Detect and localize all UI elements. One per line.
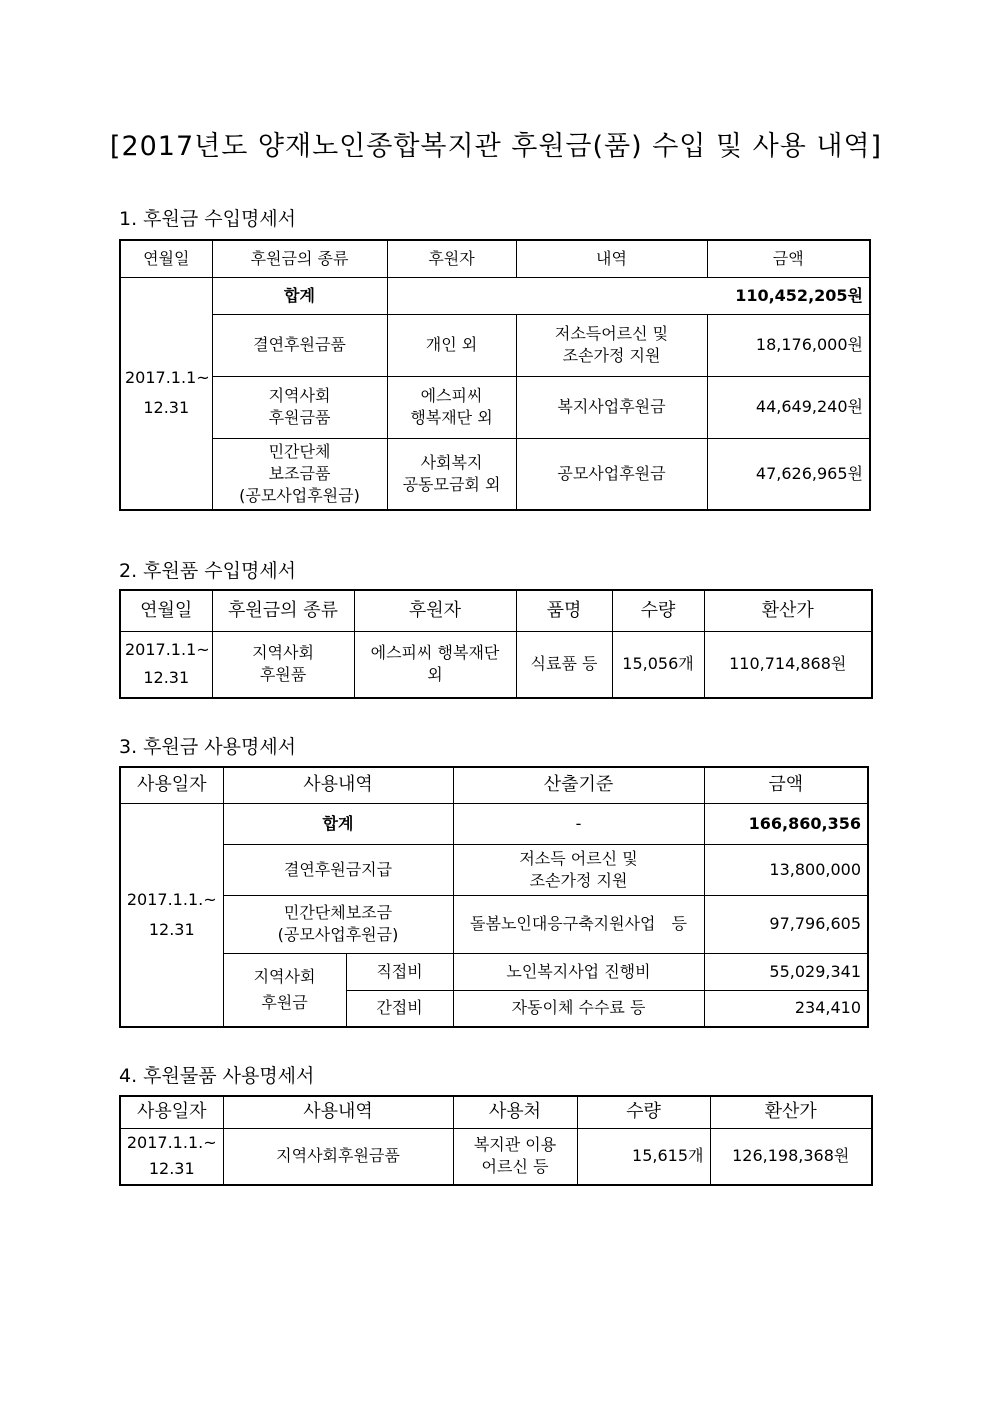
table-row-use: 민간단체보조금 (공모사업후원금) — [223, 895, 453, 953]
table-row-amount: 55,029,341 — [704, 953, 868, 990]
date-cell: 2017.1.1~ 12.31 — [120, 277, 212, 510]
date-cell: 2017.1.1.~ 12.31 — [120, 1128, 223, 1185]
goods-usage-table — [119, 1095, 873, 1186]
total-basis: - — [453, 803, 704, 844]
table-row-amount: 13,800,000 — [704, 844, 868, 895]
table-row-amount: 44,649,240원 — [707, 376, 870, 438]
total-amount: 110,452,205원 — [387, 277, 870, 314]
table-row-detail: 복지사업후원금 — [516, 376, 707, 438]
table-row-sub-category: 간접비 — [346, 990, 453, 1027]
table-row-kind: 민간단체 보조금품 (공모사업후원금) — [212, 438, 387, 510]
donation-usage-table — [119, 766, 869, 1028]
table-row-donor: 개인 외 — [387, 314, 516, 376]
header-qty: 수량 — [577, 1096, 710, 1128]
value-cell: 126,198,368원 — [710, 1128, 872, 1185]
goods-income-table — [119, 589, 873, 699]
header-amount: 금액 — [707, 240, 870, 277]
table-row-amount: 97,796,605 — [704, 895, 868, 953]
table-row-amount: 47,626,965원 — [707, 438, 870, 510]
table-row-basis: 저소득 어르신 및 조손가정 지원 — [453, 844, 704, 895]
qty-cell: 15,056개 — [612, 631, 704, 698]
table-row-amount: 234,410 — [704, 990, 868, 1027]
table-row-basis: 돌봄노인대응구축지원사업 등 — [453, 895, 704, 953]
page-title: [2017년도 양재노인종합복지관 후원금(품) 수입 및 사용 내역] — [109, 131, 883, 162]
header-value: 환산가 — [710, 1096, 872, 1128]
table-row-amount: 18,176,000원 — [707, 314, 870, 376]
total-label: 합계 — [223, 803, 453, 844]
table-row-use: 결연후원금지급 — [223, 844, 453, 895]
table-row-detail: 저소득어르신 및 조손가정 지원 — [516, 314, 707, 376]
item-cell: 식료품 등 — [516, 631, 612, 698]
table-row-detail: 공모사업후원금 — [516, 438, 707, 510]
header-qty: 수량 — [612, 590, 704, 631]
header-date: 연월일 — [120, 590, 212, 631]
header-item: 품명 — [516, 590, 612, 631]
header-date: 사용일자 — [120, 1096, 223, 1128]
header-donor: 후원자 — [354, 590, 516, 631]
table-row-kind: 지역사회 후원금품 — [212, 376, 387, 438]
section-4-heading: 4. 후원물품 사용명세서 — [119, 1065, 315, 1087]
table-row-donor: 사회복지 공동모금회 외 — [387, 438, 516, 510]
header-amount: 금액 — [704, 767, 868, 803]
header-place: 사용처 — [453, 1096, 577, 1128]
header-date: 연월일 — [120, 240, 212, 277]
kind-cell: 지역사회 후원품 — [212, 631, 354, 698]
header-date: 사용일자 — [120, 767, 223, 803]
total-label: 합계 — [212, 277, 387, 314]
header-kind: 후원금의 종류 — [212, 240, 387, 277]
table-row-basis: 노인복지사업 진행비 — [453, 953, 704, 990]
section-2-heading: 2. 후원품 수입명세서 — [119, 560, 297, 582]
table-row-kind: 결연후원금품 — [212, 314, 387, 376]
donor-cell: 에스피씨 행복재단 외 — [354, 631, 516, 698]
header-use: 사용내역 — [223, 1096, 453, 1128]
section-1-heading: 1. 후원금 수입명세서 — [119, 208, 297, 230]
total-amount: 166,860,356 — [704, 803, 868, 844]
place-cell: 복지관 이용 어르신 등 — [453, 1128, 577, 1185]
header-donor: 후원자 — [387, 240, 516, 277]
date-cell: 2017.1.1~ 12.31 — [120, 631, 212, 698]
table-row-donor: 에스피씨 행복재단 외 — [387, 376, 516, 438]
value-cell: 110,714,868원 — [704, 631, 872, 698]
header-value: 환산가 — [704, 590, 872, 631]
section-3-heading: 3. 후원금 사용명세서 — [119, 736, 297, 758]
header-detail: 내역 — [516, 240, 707, 277]
use-cell: 지역사회후원금품 — [223, 1128, 453, 1185]
table-row-basis: 자동이체 수수료 등 — [453, 990, 704, 1027]
qty-cell: 15,615개 — [577, 1128, 710, 1185]
table-row-sub-category: 직접비 — [346, 953, 453, 990]
header-use: 사용내역 — [223, 767, 453, 803]
donation-income-table — [119, 239, 871, 511]
table-row-use: 지역사회 후원금 — [223, 953, 346, 1027]
date-cell: 2017.1.1.~ 12.31 — [120, 803, 223, 1027]
header-kind: 후원금의 종류 — [212, 590, 354, 631]
header-basis: 산출기준 — [453, 767, 704, 803]
